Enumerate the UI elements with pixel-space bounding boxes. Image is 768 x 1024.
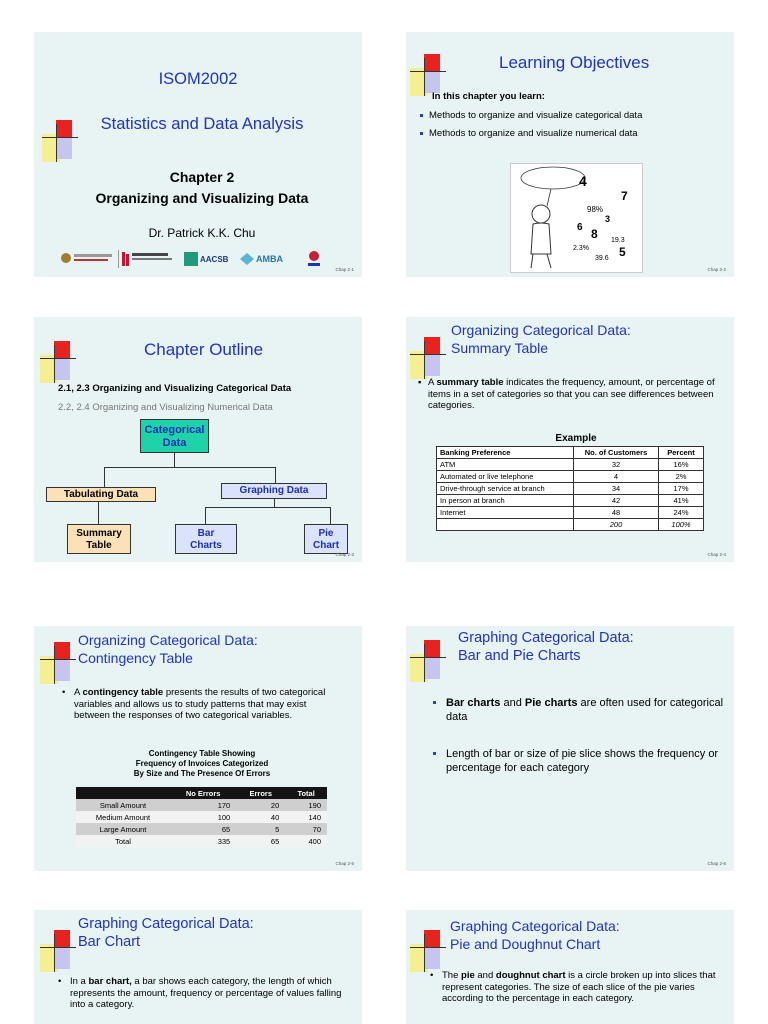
svg-text:98%: 98% [587, 205, 604, 214]
slide-title: Graphing Categorical Data: Bar Chart [78, 916, 254, 950]
slide-decoration-icon [40, 341, 76, 383]
tree-connector [205, 507, 206, 524]
aacsb-logo [184, 252, 229, 266]
svg-text:4: 4 [579, 173, 587, 189]
box-categorical-data: Categorical Data [140, 419, 209, 453]
table-row: Large Amount 65 5 70 [76, 823, 327, 835]
business-school-logo [122, 252, 172, 266]
table-row: In person at branch 42 41% [437, 495, 704, 507]
bullet-icon: • [62, 687, 66, 698]
bullet-icon: • [430, 970, 434, 981]
course-title: Statistics and Data Analysis [100, 115, 304, 133]
slide-5 [34, 626, 362, 871]
table-row: Total 335 65 400 [76, 835, 327, 847]
table-row: Drive-through service at branch 34 17% [437, 483, 704, 495]
intro-text: In this chapter you learn: [432, 91, 545, 102]
slide-1 [34, 32, 362, 277]
slide-decoration-icon [410, 54, 446, 96]
contingency-table-definition: • A contingency table presents the results of two categorical variables and allows us to study patterns that may exist between the responses of two categorical variables. [62, 687, 326, 721]
bullet-icon [420, 132, 423, 135]
tree-connector [104, 467, 276, 468]
page-number: Chap 2-6 [707, 861, 726, 866]
tree-connector [104, 467, 105, 487]
course-code: ISOM2002 [158, 70, 238, 88]
box-bar-charts: Bar Charts [175, 524, 237, 554]
page-number: Chap 2-2 [707, 267, 726, 272]
cartoon-image [510, 163, 643, 273]
slide-title: Graphing Categorical Data: Pie and Doughnut Chart [450, 918, 620, 952]
slide-decoration-icon [410, 337, 446, 379]
box-pie-chart: Pie Chart [304, 524, 348, 554]
bullet-icon: ▪ [418, 377, 422, 388]
slide-decoration-icon [410, 640, 446, 682]
slide-2 [406, 32, 734, 277]
svg-text:AACSB: AACSB [200, 255, 229, 264]
svg-text:19.3: 19.3 [611, 237, 625, 244]
summary-table [436, 446, 704, 531]
slide-3 [34, 317, 362, 562]
box-graphing-data: Graphing Data [221, 483, 327, 499]
tree-connector [274, 499, 275, 507]
table-row: 200 100% [437, 519, 704, 531]
svg-text:6: 6 [577, 222, 583, 233]
logo-strip [60, 248, 330, 270]
author-name: Dr. Patrick K.K. Chu [148, 226, 256, 240]
svg-text:8: 8 [591, 227, 598, 241]
bullet-length-size: Length of bar or size of pie slice shows the frequency or percentage for each category [446, 747, 726, 775]
tree-connector [174, 453, 175, 467]
page-number: Chap 2-3 [335, 552, 354, 557]
bar-chart-definition: • In a bar chart, a bar shows each category, the length of which represents the amount, frequency or percentage of values falling into a category. [58, 976, 342, 1010]
table-caption: Contingency Table Showing Frequency of Invoices Categorized By Size and The Presence Of Errors [133, 749, 271, 778]
table-header: No Errors Errors Total [76, 787, 327, 799]
slide-8 [406, 910, 734, 1024]
page-number: Chap 2-1 [335, 267, 354, 272]
table-header: Banking Preference No. of Customers Percent [437, 447, 704, 459]
svg-text:5: 5 [619, 245, 626, 259]
svg-text:3: 3 [605, 214, 611, 224]
page-number: Chap 2-5 [335, 861, 354, 866]
bullet-icon [420, 114, 423, 117]
slide-7 [34, 910, 362, 1024]
bullet-icon: • [58, 976, 62, 987]
slide-4 [406, 317, 734, 562]
tree-connector [205, 507, 331, 508]
slide-title: Organizing Categorical Data: Contingency Table [78, 632, 258, 666]
tree-connector [330, 507, 331, 524]
table-row: Small Amount 170 20 190 [76, 799, 327, 811]
table-row: ATM 32 16% [437, 459, 704, 471]
page-number: Chap 2-4 [707, 552, 726, 557]
chapter-subtitle: Organizing and Visualizing Data [95, 190, 309, 206]
slide-decoration-icon [40, 642, 76, 684]
bullet-icon [433, 701, 436, 704]
outline-numerical: 2.2, 2.4 Organizing and Visualizing Numerical Data [58, 402, 273, 413]
slide-title: Organizing Categorical Data: Summary Table [451, 322, 631, 356]
tree-connector [98, 502, 99, 524]
table-row: Automated or live telephone 4 2% [437, 471, 704, 483]
svg-text:7: 7 [621, 189, 628, 203]
outline-categorical: 2.1, 2.3 Organizing and Visualizing Categorical Data [58, 383, 292, 394]
box-tabulating-data: Tabulating Data [46, 487, 156, 502]
bullet-bar-pie-usage: Bar charts and Pie charts are often used for categorical data [446, 696, 726, 724]
table-row: Internet 48 24% [437, 507, 704, 519]
pie-chart-definition: • The pie and doughnut chart is a circle broken up into slices that represent categories. The size of each slice of the pie varies according to the percentage in each category. [430, 970, 716, 1004]
svg-text:2.3%: 2.3% [573, 245, 589, 252]
bullet-icon [433, 752, 436, 755]
box-summary-table: Summary Table [67, 524, 131, 554]
objective-2: Methods to organize and visualize numerical data [420, 128, 638, 139]
contingency-table [76, 787, 327, 847]
amba-logo [240, 253, 283, 265]
chapter-number: Chapter 2 [169, 169, 235, 185]
slide-title: Learning Objectives [499, 53, 650, 72]
slide-title: Chapter Outline [144, 340, 264, 359]
slide-decoration-icon [40, 930, 76, 972]
hkust-logo [61, 253, 112, 263]
summary-table-definition: ▪ A summary table indicates the frequency, amount, or percentage of items in a set of categories so that you can see differences between categories. [418, 377, 715, 411]
example-label: Example [555, 433, 597, 444]
efmd-logo [308, 251, 320, 266]
slide-6 [406, 626, 734, 871]
slide-decoration-icon [410, 930, 446, 972]
svg-text:39.6: 39.6 [595, 255, 609, 262]
objective-1: Methods to organize and visualize categorical data [420, 110, 642, 121]
table-row: Medium Amount 100 40 140 [76, 811, 327, 823]
svg-text:AMBA: AMBA [256, 254, 283, 264]
tree-connector [275, 467, 276, 483]
slide-title: Graphing Categorical Data: Bar and Pie Charts [458, 630, 634, 664]
